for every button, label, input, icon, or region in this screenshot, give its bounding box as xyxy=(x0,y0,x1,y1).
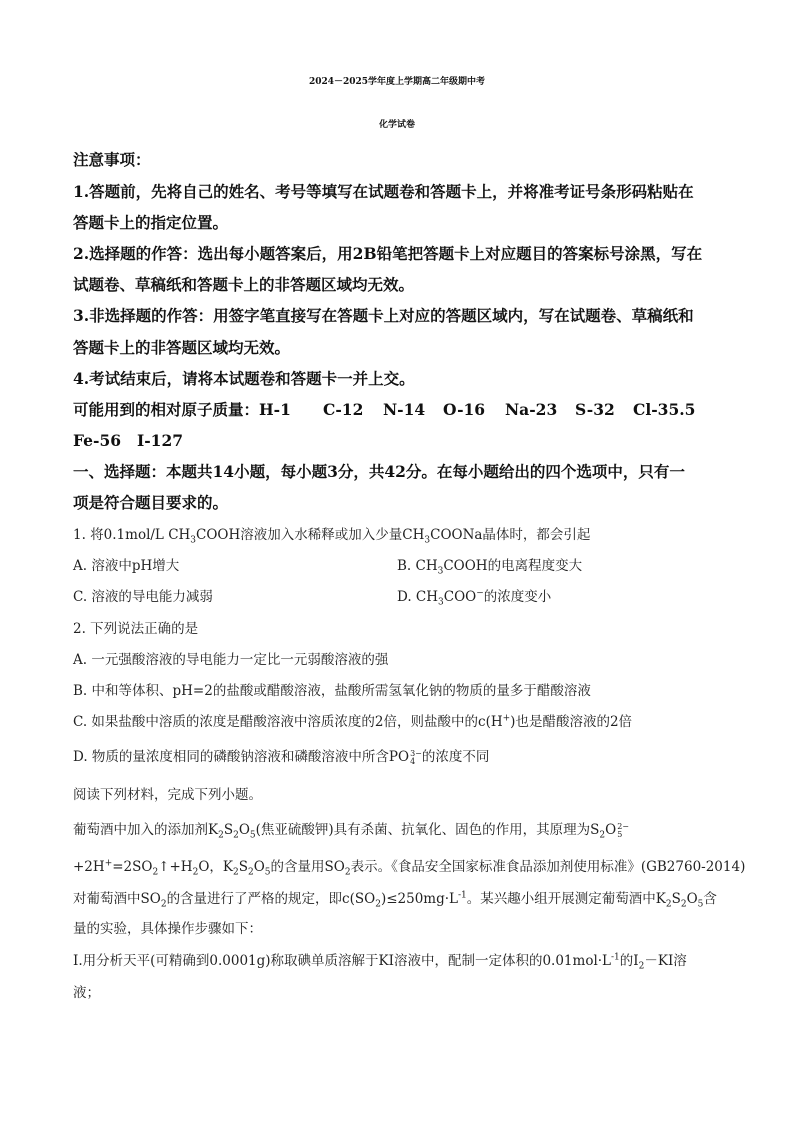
atomic-mass-row xyxy=(73,432,183,450)
question-2-option-c: C. 如果盐酸中溶质的浓度是醋酸溶液中溶质浓度的2倍，则盐酸中的c(H+)也是醋酸溶液的2倍 xyxy=(73,713,633,730)
question-1-option-b: B. $CH_3COOH$的电离程度变大 xyxy=(397,558,583,577)
notes-line: 4.考试结束后，请将本试题卷和答题卡一并上交。 xyxy=(73,369,415,388)
section-heading: 项是符合题目要求的。 xyxy=(73,493,229,512)
reading-intro: 阅读下列材料，完成下列小题。 xyxy=(73,787,262,803)
notes-line: 1.答题前，先将自己的姓名、考号等填写在试题卷和答题卡上，并将准考证号条形码粘贴在 xyxy=(73,182,694,201)
question-1-stem: 1. 将0.1mol/L $CH_3COOH$溶液加入水稀释或加入少量$CH_3COONa$晶体时，都会引起 xyxy=(73,527,591,546)
notes-line: 3.非选择题的作答：用签字笔直接写在答题卡上对应的答题区域内，写在试题卷、草稿纸和 xyxy=(73,306,694,325)
atomic-mass-row xyxy=(73,401,695,419)
atomic-mass-item: Fe-56 xyxy=(73,431,122,450)
reading-paragraph-line: 葡萄酒中加入的添加剂$K_2S_2O_5$(焦亚硫酸钾)具有杀菌、抗氧化、固色的作用，其原理为$S_2O$ 2− 5 xyxy=(73,821,630,841)
question-2-option-b: B. 中和等体积、pH=2的盐酸或醋酸溶液，盐酸所需氢氧化钠的物质的量多于醋酸溶液 xyxy=(73,683,591,699)
reading-step-1-cont: 液； xyxy=(73,985,100,1001)
question-2-option-a: A. 一元强酸溶液的导电能力一定比一元弱酸溶液的强 xyxy=(73,652,389,668)
atomic-mass-item: C-12 xyxy=(323,400,364,419)
question-1-option-c: C. 溶液的导电能力减弱 xyxy=(73,589,213,605)
notes-line: 试题卷、草稿纸和答题卡上的非答题区域均无效。 xyxy=(73,275,415,294)
atomic-mass-item: O-16 xyxy=(443,400,486,419)
exam-title: 2024－2025学年度上学期高二年级期中考 xyxy=(308,77,486,87)
atomic-mass-item: Cl-35.5 xyxy=(633,400,696,419)
reading-paragraph-line: $+2H^+=2SO_2↑+H_2O$，$K_2S_2O_5$的含量用$SO_2$表示。《食品安全国家标准食品添加剂使用标准》(GB2760-2014) xyxy=(73,858,746,878)
question-1-option-a: A. 溶液中pH增大 xyxy=(73,558,180,574)
atomic-mass-item: N-14 xyxy=(383,400,426,419)
notes-line: 答题卡上的非答题区域均无效。 xyxy=(73,338,291,357)
atomic-mass-item: H-1 xyxy=(259,400,291,419)
question-2-stem: 2. 下列说法正确的是 xyxy=(73,621,199,637)
notes-line: 2.选择题的作答：选出每小题答案后，用2B铅笔把答题卡上对应题目的答案标号涂黑，写在 xyxy=(73,244,703,263)
reading-paragraph-line: 对葡萄酒中$SO_2$的含量进行了严格的规定，即$c(SO_2)\le 250mg\cdot L^{-1}$。某兴趣小组开展测定葡萄酒中$K_2S_2O_5$含 xyxy=(73,890,717,910)
exam-subtitle: 化学试卷 xyxy=(378,120,415,130)
atomic-mass-item: S-32 xyxy=(575,400,615,419)
section-heading: 一、选择题：本题共14小题，每小题3分，共42分。在每小题给出的四个选项中，只有一 xyxy=(73,462,685,481)
atomic-mass-item: Na-23 xyxy=(505,400,558,419)
reading-step-1: I.用分析天平(可精确到0.0001g)称取碘单质溶解于KI溶液中，配制一定体积的$0.01mol\cdot L^{-1}$的$I_2-KI$溶 xyxy=(73,952,687,972)
atomic-mass-label: 可能用到的相对原子质量： xyxy=(73,400,260,419)
reading-paragraph-line: 量的实验，具体操作步骤如下： xyxy=(73,921,262,937)
notes-heading: 注意事项： xyxy=(73,150,151,169)
notes-line: 答题卡上的指定位置。 xyxy=(73,213,229,232)
atomic-mass-item: I-127 xyxy=(137,431,184,450)
question-1-option-d: D. $CH_3COO^-$的浓度变小 xyxy=(397,588,552,608)
question-2-option-d: D. 物质的量浓度相同的磷酸钠溶液和磷酸溶液中所含PO 3− 4 的浓度不同 xyxy=(73,748,490,766)
